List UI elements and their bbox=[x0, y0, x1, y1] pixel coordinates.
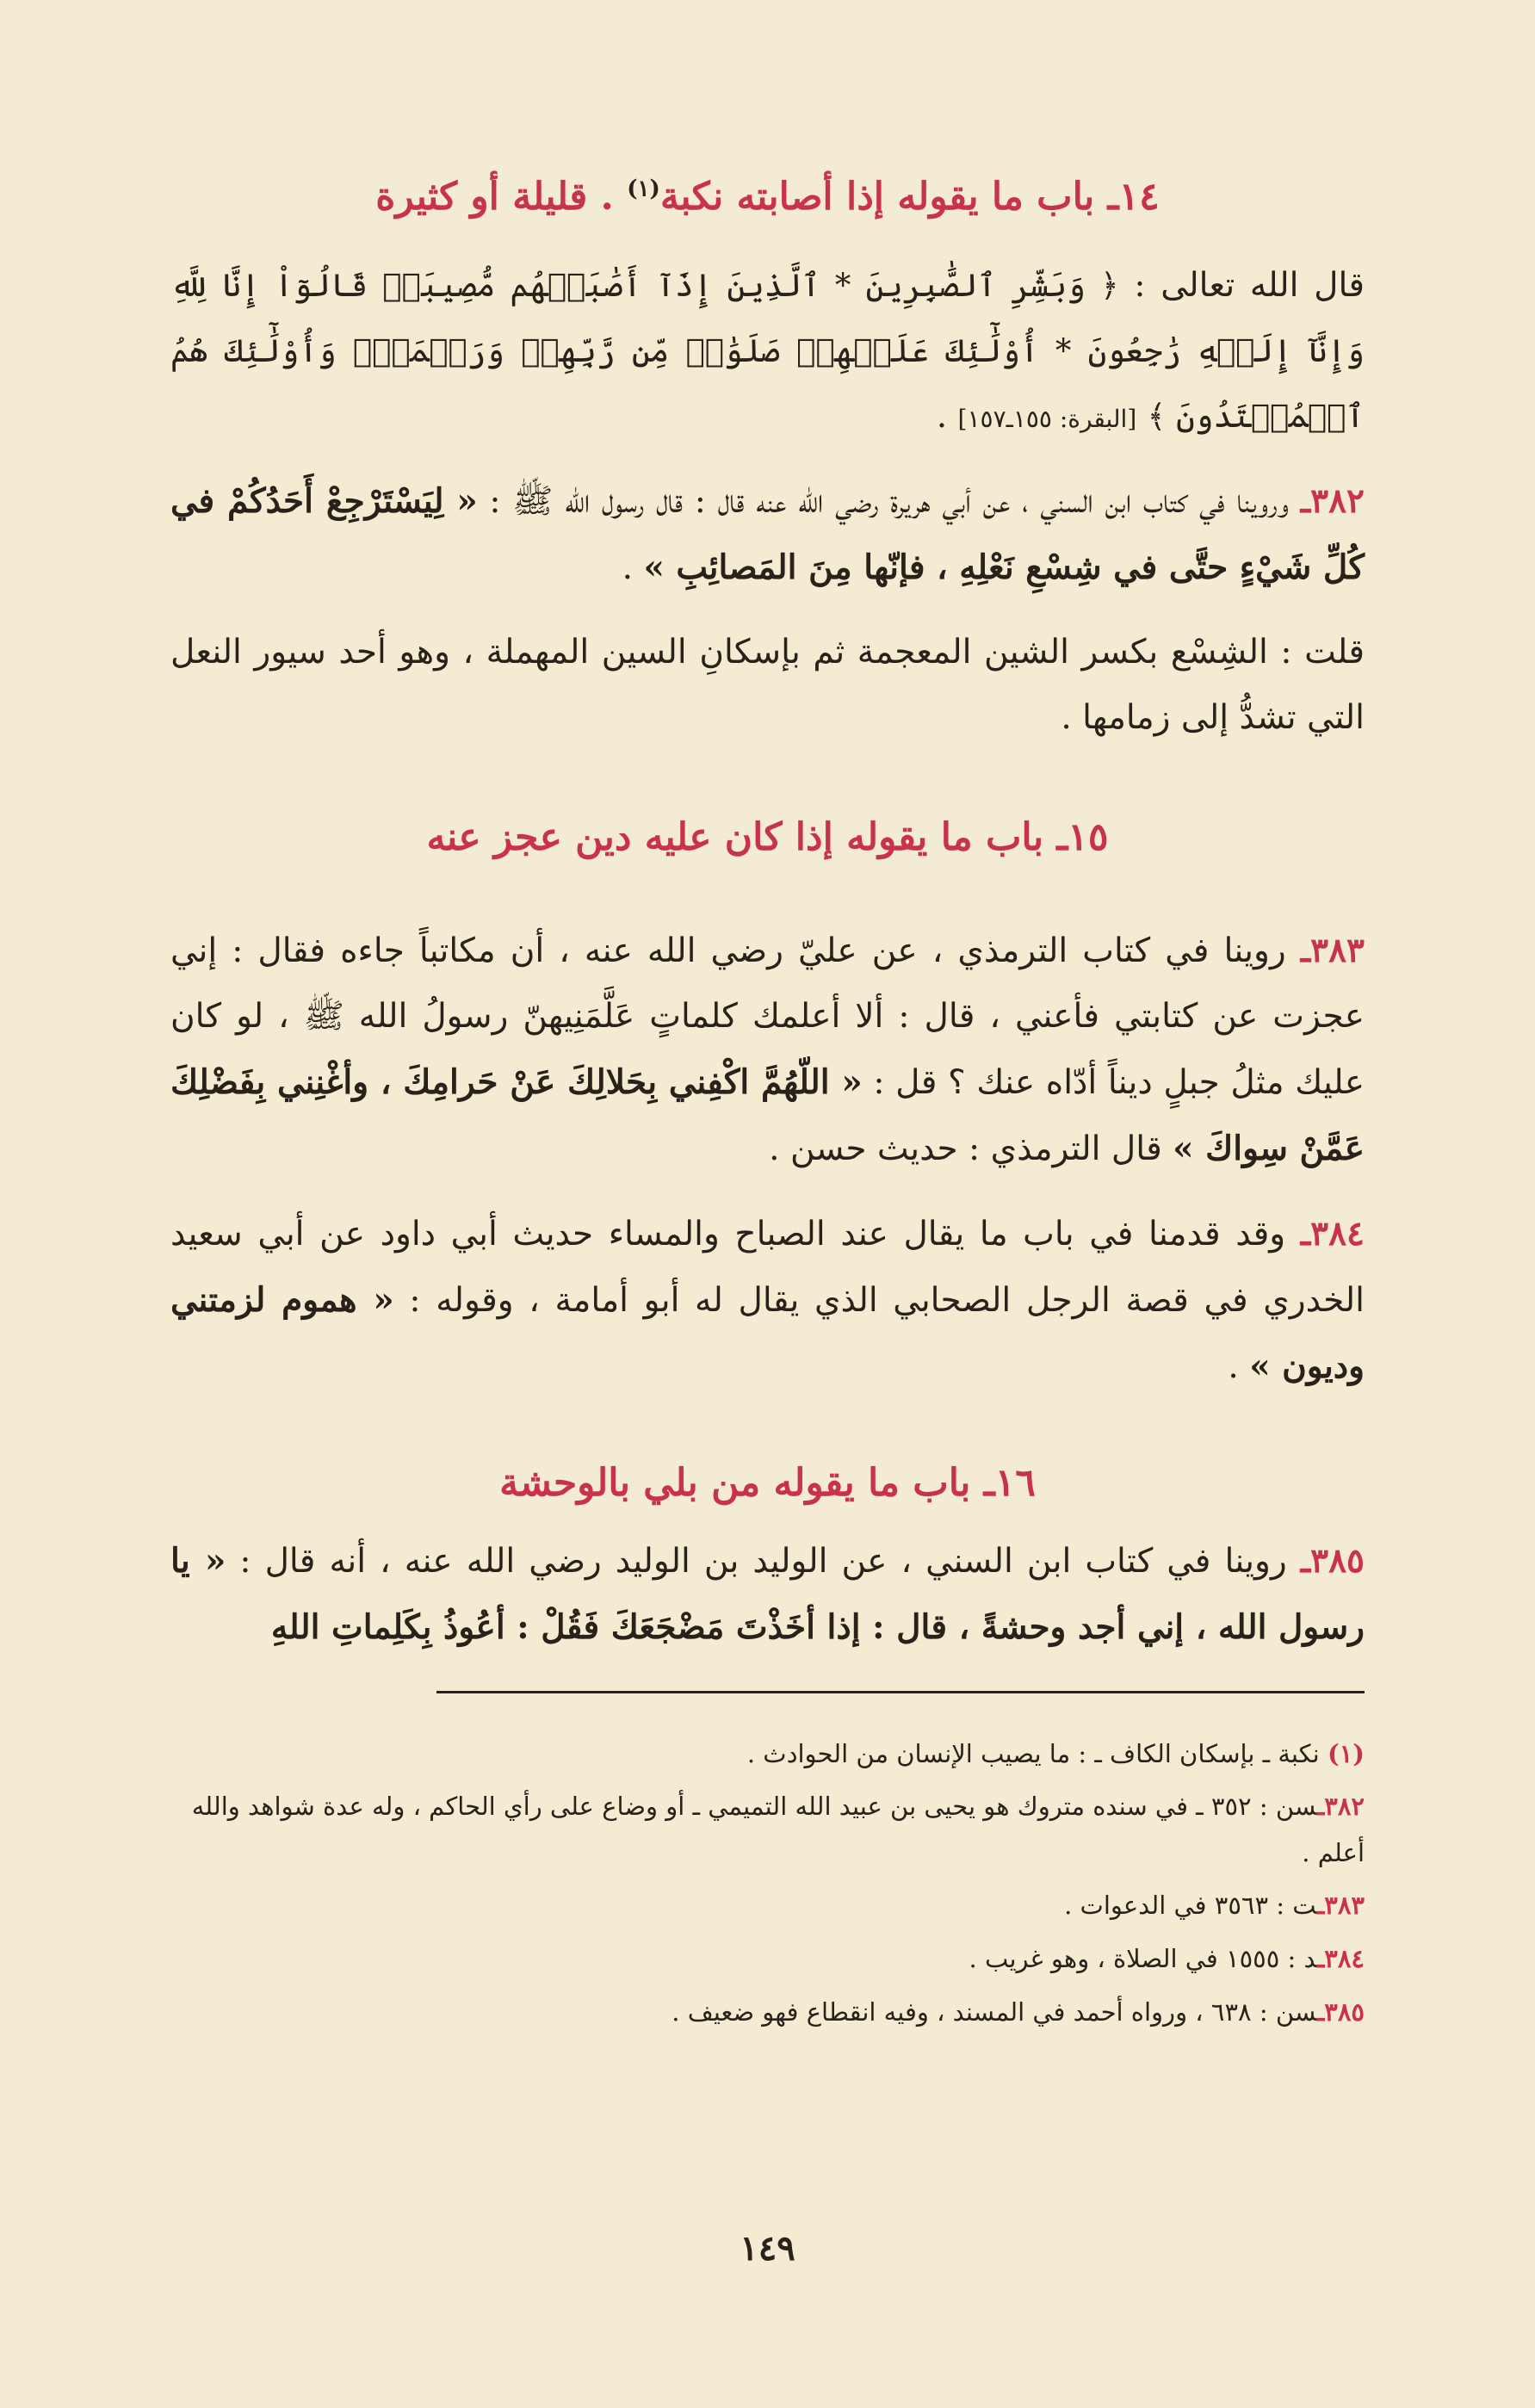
hadith-text: « لِيَسْتَرْجِعْ أَحَدُكُمْ في كُلِّ شَيْءٍ حتَّى في شِسْعِ نَعْلِهِ ، فإنّها مِنَ المَصائِبِ » bbox=[170, 480, 1365, 587]
hadith-383 bbox=[170, 918, 1365, 1182]
hadith-text: « يا رسول الله ، إني أجد وحشةً ، قال : إذا أخَذْتَ مَضْجَعَكَ فَقُلْ : أعُوذُ بِكَلِماتِ اللهِ bbox=[170, 1541, 1365, 1648]
footnote-text: د : ١٥٥٥ في الصلاة ، وهو غريب . bbox=[969, 1944, 1317, 1974]
chapter-14-title: ١٤ـ باب ما يقوله إذا أصابته نكبة bbox=[659, 175, 1160, 219]
hadith-number: ٣٨٤ـ bbox=[1300, 1213, 1365, 1254]
hadith-385 bbox=[170, 1528, 1365, 1661]
commentary-382: قلت : الشِسْع بكسر الشين المعجمة ثم بإسكانِ السين المهملة ، وهو أحد سيور النعل التي تشدُّ إلى زمامها . bbox=[170, 632, 1365, 737]
verse-paragraph bbox=[170, 253, 1365, 449]
hadith-382 bbox=[170, 468, 1365, 601]
footnote bbox=[170, 1883, 1365, 1929]
footnote bbox=[170, 1784, 1365, 1876]
footnote bbox=[170, 1731, 1365, 1778]
footnote-number: ٣٨٢ـ bbox=[1316, 1792, 1365, 1822]
hadith-intro: وروينا في كتاب ابن السني ، عن أبي هريرة رضي الله عنه قال : قال رسول الله ﷺ : bbox=[477, 481, 1301, 521]
footnote-number: ٣٨٤ـ bbox=[1316, 1944, 1365, 1974]
footnote-number: ٣٨٣ـ bbox=[1316, 1891, 1365, 1921]
footnote-text: سن : ٦٣٨ ، ورواه أحمد في المسند ، وفيه انقطاع فهو ضعيف . bbox=[672, 1996, 1317, 2027]
hadith-end: . bbox=[622, 548, 644, 587]
hadith-number: ٣٨٢ـ bbox=[1300, 480, 1365, 521]
quran-verse: ﴿ وَبَشِّرِ ٱلصَّٰبِرِينَ * ٱلَّذِينَ إِذَآ أَصَٰبَتۡهُم مُّصِيبَةٞ قَالُوٓاْ إِنَّا لِلَّهِ وَإِنَّآ إِلَيۡهِ رَٰجِعُونَ * أُوْلَٰٓئِكَ عَلَيۡهِمۡ صَلَوَٰتٞ مِّن رَّبِّهِمۡ وَرَحۡمَةٞۖ وَأُوْلَٰٓئِكَ هُمُ ٱلۡمُهۡتَدُونَ ﴾ bbox=[170, 266, 1365, 435]
footnotes bbox=[170, 1731, 1365, 2036]
footnote-marker: (١) bbox=[627, 176, 660, 202]
page-number: ١٤٩ bbox=[740, 2228, 795, 2269]
footnote-number: ٣٨٥ـ bbox=[1316, 1996, 1365, 2027]
hadith-text: « اللّهُمَّ اكْفِني بِحَلالِكَ عَنْ حَرامِكَ ، وأغْنِني بِفَضْلِكَ عَمَّنْ سِواكَ » bbox=[170, 1062, 1365, 1168]
footnote-text: سن : ٣٥٢ ـ في سنده متروك هو يحيى بن عبيد الله التميمي ـ أو وضاع على رأي الحاكم ، وله عدة شواهد والله أعلم . bbox=[191, 1792, 1365, 1867]
hadith-384 bbox=[170, 1201, 1365, 1400]
footnote-number: (١) bbox=[1327, 1738, 1365, 1768]
chapter-16-heading: ١٦ـ باب ما يقوله من بلي بالوحشة bbox=[499, 1460, 1036, 1505]
footnote-separator bbox=[436, 1691, 1365, 1693]
hadith-text: « هموم لزمتني وديون » bbox=[170, 1279, 1365, 1386]
verse-intro: قال الله تعالى : bbox=[1118, 265, 1365, 305]
footnote bbox=[170, 1990, 1365, 2036]
verse-end: . bbox=[936, 396, 958, 436]
hadith-end: قال الترمذي : حديث حسن . bbox=[769, 1129, 1173, 1168]
hadith-end: . bbox=[1228, 1346, 1250, 1386]
hadith-intro: روينا في كتاب الترمذي ، عن عليّ رضي الله عنه ، أن مكاتباً جاءه فقال : إني عجزت عن كتابتي فأعني ، قال : ألا أعلمك كلماتٍ عَلَّمَنِيهنّ رسولُ الله ﷺ ، لو كان عليك مثلُ جبلٍ ديناً أدّاه عنك ؟ قل : bbox=[170, 931, 1365, 1102]
verse-reference: [البقرة: ١٥٥ـ١٥٧] bbox=[957, 404, 1137, 433]
footnote-text: ت : ٣٥٦٣ في الدعوات . bbox=[1064, 1891, 1317, 1921]
hadith-intro: وقد قدمنا في باب ما يقال عند الصباح والمساء حديث أبي داود عن أبي سعيد الخدري في قصة الرجل الصحابي الذي يقال له أبو أمامة ، وقوله : bbox=[170, 1214, 1365, 1320]
footnote-text: نكبة ـ بإسكان الكاف ـ : ما يصيب الإنسان من الحوادث . bbox=[746, 1738, 1328, 1768]
hadith-number: ٣٨٣ـ bbox=[1300, 930, 1365, 970]
footnote bbox=[170, 1936, 1365, 1983]
hadith-intro: روينا في كتاب ابن السني ، عن الوليد بن الوليد رضي الله عنه ، أنه قال : bbox=[226, 1542, 1301, 1582]
chapter-15-heading: ١٥ـ باب ما يقوله إذا كان عليه دين عجز عنه bbox=[426, 814, 1109, 859]
hadith-number: ٣٨٥ـ bbox=[1300, 1541, 1365, 1582]
chapter-14-heading bbox=[170, 170, 1365, 224]
chapter-14-title-end: . قليلة أو كثيرة bbox=[375, 175, 614, 219]
